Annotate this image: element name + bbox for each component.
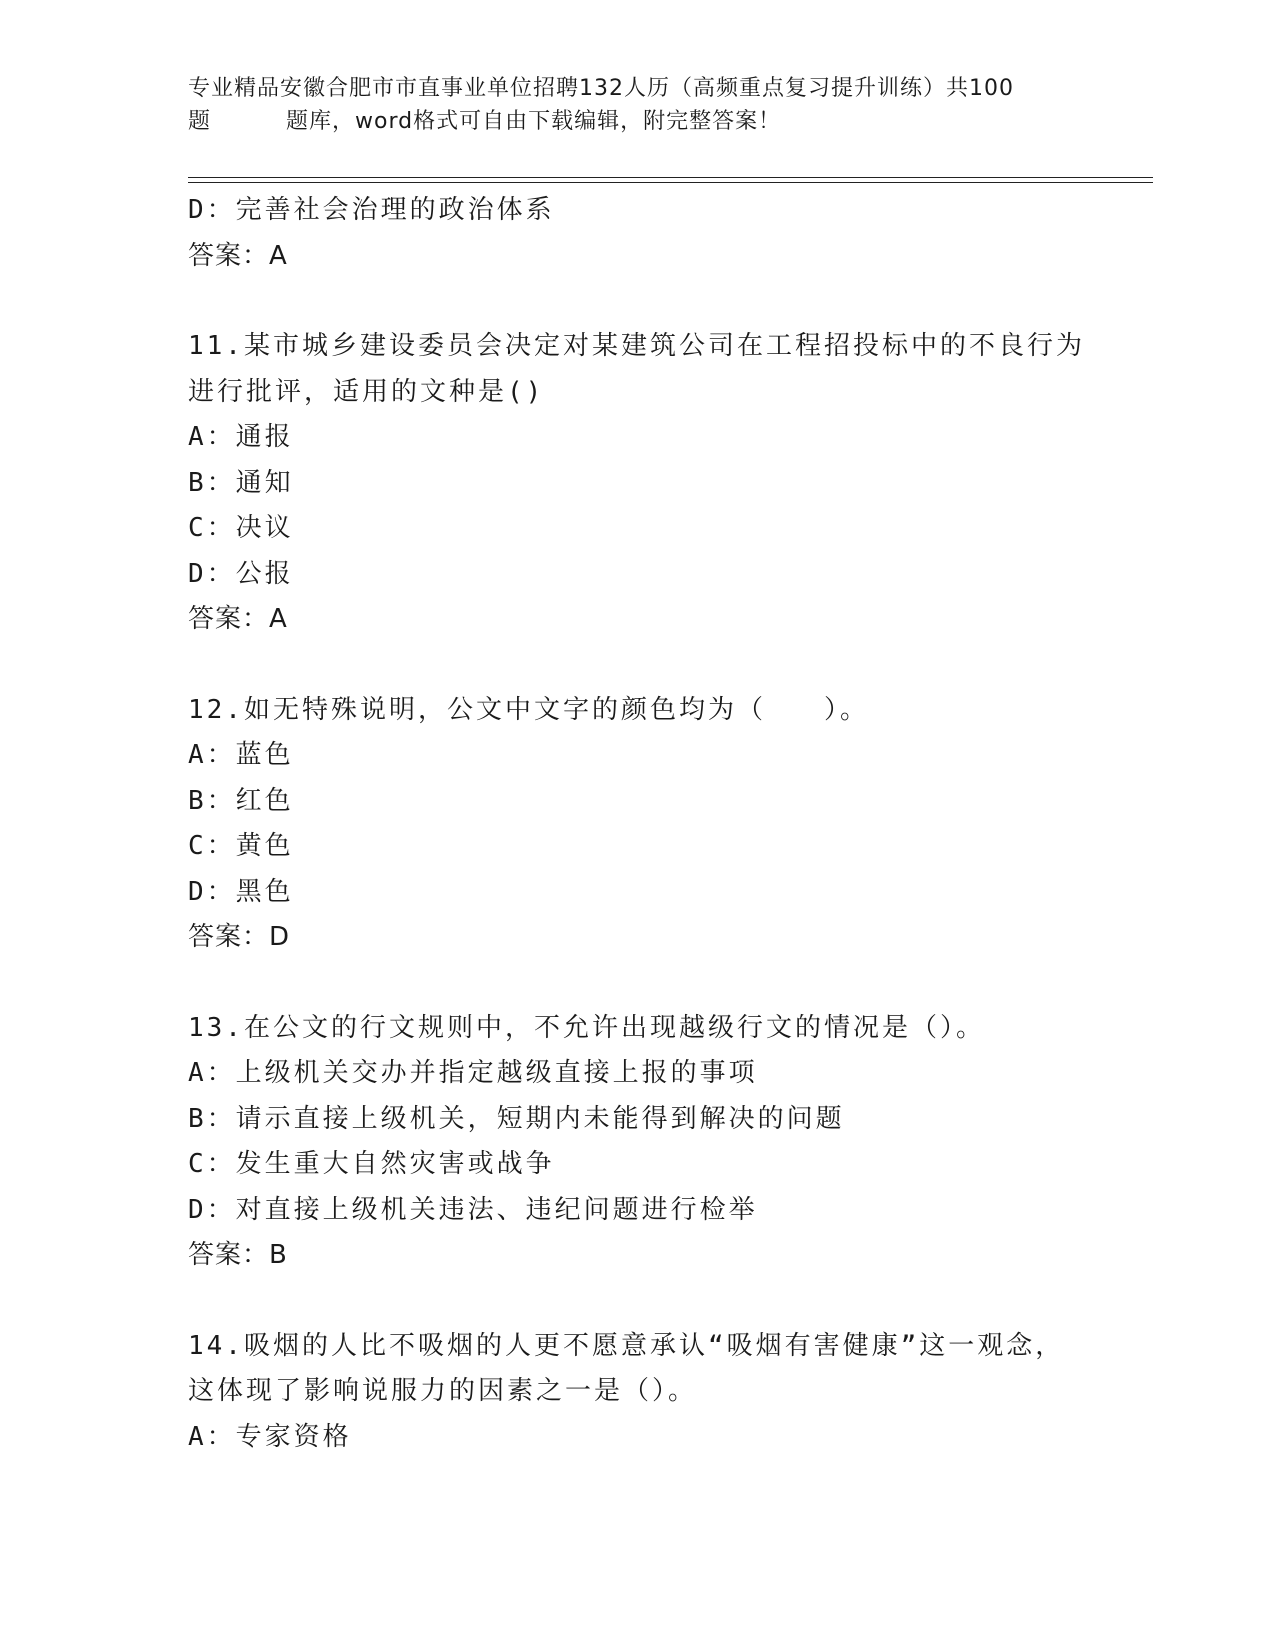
option-a: A：蓝色 — [188, 740, 294, 770]
option-b: B：红色 — [188, 785, 294, 816]
question-stem: 11.某市城乡建设委员会决定对某建筑公司在工程招投标中的不良行为 — [188, 331, 1085, 361]
option-d: D：完善社会治理的政治体系 — [188, 195, 555, 225]
header-line-2-text: 题库，word格式可自由下载编辑，附完整答案！ — [286, 109, 782, 134]
option-d: D：对直接上级机关违法、违纪问题进行检举 — [188, 1194, 758, 1225]
option-a: A：上级机关交办并指定越级直接上报的事项 — [188, 1058, 758, 1088]
answer: 答案：A — [188, 240, 288, 271]
answer: 答案：B — [188, 1240, 288, 1270]
answer: 答案：D — [188, 922, 291, 952]
question-13 — [188, 1006, 1108, 1279]
question-stem: 13.在公文的行文规则中，不允许出现越级行文的情况是（）。 — [188, 1012, 985, 1043]
answer: 答案：A — [188, 604, 288, 634]
question-stem-cont: 进行批评，适用的文种是() — [188, 376, 545, 407]
header-rule-bottom — [188, 182, 1153, 183]
header-line-1: 专业精品安徽合肥市市直事业单位招聘132人历（高频重点复习提升训练）共100 — [188, 76, 1014, 101]
question-14 — [188, 1324, 1108, 1461]
header-line-2 — [188, 105, 1088, 138]
question-stem: 12.如无特殊说明，公文中文字的颜色均为（ ）。 — [188, 694, 869, 725]
option-c: C：决议 — [188, 513, 294, 543]
question-content — [188, 188, 1108, 1460]
option-c: C：黄色 — [188, 831, 294, 861]
option-b: B：通知 — [188, 467, 294, 498]
option-c: C：发生重大自然灾害或战争 — [188, 1149, 555, 1179]
option-b: B：请示直接上级机关，短期内未能得到解决的问题 — [188, 1103, 845, 1134]
page-header — [188, 72, 1088, 138]
header-line-2-prefix: 题 — [188, 109, 212, 134]
question-stem-cont: 这体现了影响说服力的因素之一是（）。 — [188, 1376, 698, 1406]
question-stem: 14.吸烟的人比不吸烟的人更不愿意承认“吸烟有害健康”这一观念， — [188, 1330, 1065, 1361]
option-d: D：公报 — [188, 558, 294, 589]
option-d: D：黑色 — [188, 876, 294, 907]
option-a: A：通报 — [188, 422, 294, 452]
option-a: A：专家资格 — [188, 1421, 352, 1452]
question-11 — [188, 324, 1108, 643]
question-12 — [188, 688, 1108, 961]
header-rule-top — [188, 177, 1153, 178]
